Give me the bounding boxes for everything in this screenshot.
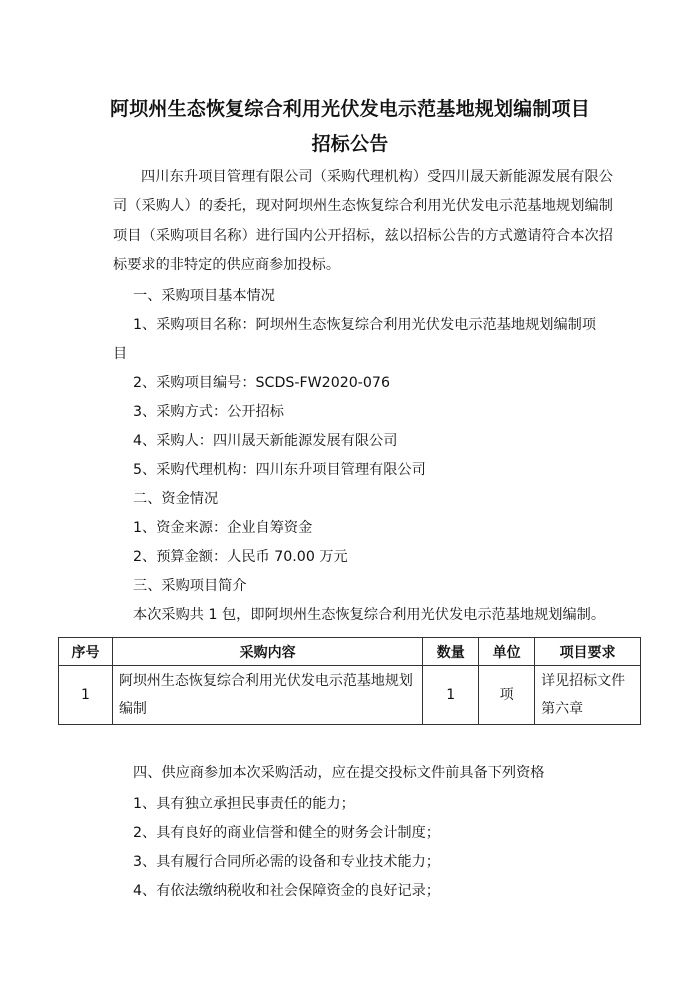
procurement-table — [58, 637, 641, 725]
section-heading-summary: 三、采购项目简介 — [133, 578, 247, 594]
header-number: 序号 — [59, 638, 113, 666]
summary-text: 本次采购共 1 包，即阿坝州生态恢复综合利用光伏发电示范基地规划编制。 — [133, 607, 606, 623]
item-purchaser: 4、采购人：四川晟天新能源发展有限公司 — [133, 433, 398, 449]
intro-paragraph: 四川东升项目管理有限公司（采购代理机构）受四川晟天新能源发展有限公司（采购人）的委托，现对阿坝州生态恢复综合利用光伏发电示范基地规划编制项目（采购项目名称）进行国内公开招标，兹以招标公告的方式邀请符合本次招标要求的非特定的供应商参加投标。 — [113, 169, 613, 273]
qualification-item-2: 2、具有良好的商业信誉和健全的财务会计制度； — [133, 825, 440, 841]
header-requirement: 项目要求 — [535, 638, 641, 666]
qualification-item-1: 1、具有独立承担民事责任的能力； — [133, 796, 355, 812]
table-header-row — [59, 638, 641, 666]
cell-quantity: 1 — [423, 666, 479, 725]
item-procurement-method: 3、采购方式：公开招标 — [133, 404, 284, 420]
qualification-item-4: 4、有依法缴纳税收和社会保障资金的良好记录； — [133, 883, 440, 899]
doc-title-line1: 阿坝州生态恢复综合利用光伏发电示范基地规划编制项目 — [109, 98, 590, 120]
cell-requirement: 详见招标文件第六章 — [535, 666, 641, 725]
header-quantity: 数量 — [423, 638, 479, 666]
qualification-item-3: 3、具有履行合同所必需的设备和专业技术能力； — [133, 854, 440, 870]
item-project-name-line1: 1、采购项目名称：阿坝州生态恢复综合利用光伏发电示范基地规划编制项 — [133, 317, 597, 333]
item-fund-source: 1、资金来源：企业自筹资金 — [133, 520, 313, 536]
header-unit: 单位 — [479, 638, 535, 666]
cell-content: 阿坝州生态恢复综合利用光伏发电示范基地规划编制 — [112, 666, 422, 725]
table-row — [59, 666, 641, 725]
item-budget: 2、预算金额：人民币 70.00 万元 — [133, 549, 348, 565]
section-heading-qualifications: 四、供应商参加本次采购活动，应在提交投标文件前具备下列资格 — [133, 765, 545, 781]
item-project-name-line2: 目 — [113, 346, 128, 362]
item-agency: 5、采购代理机构：四川东升项目管理有限公司 — [133, 462, 426, 478]
section-heading-basic-info: 一、采购项目基本情况 — [133, 288, 275, 304]
cell-number: 1 — [59, 666, 113, 725]
header-content: 采购内容 — [112, 638, 422, 666]
doc-title-line2: 招标公告 — [311, 133, 389, 155]
cell-unit: 项 — [479, 666, 535, 725]
item-project-number: 2、采购项目编号：SCDS-FW2020-076 — [133, 375, 390, 391]
section-heading-funds: 二、资金情况 — [133, 491, 219, 507]
